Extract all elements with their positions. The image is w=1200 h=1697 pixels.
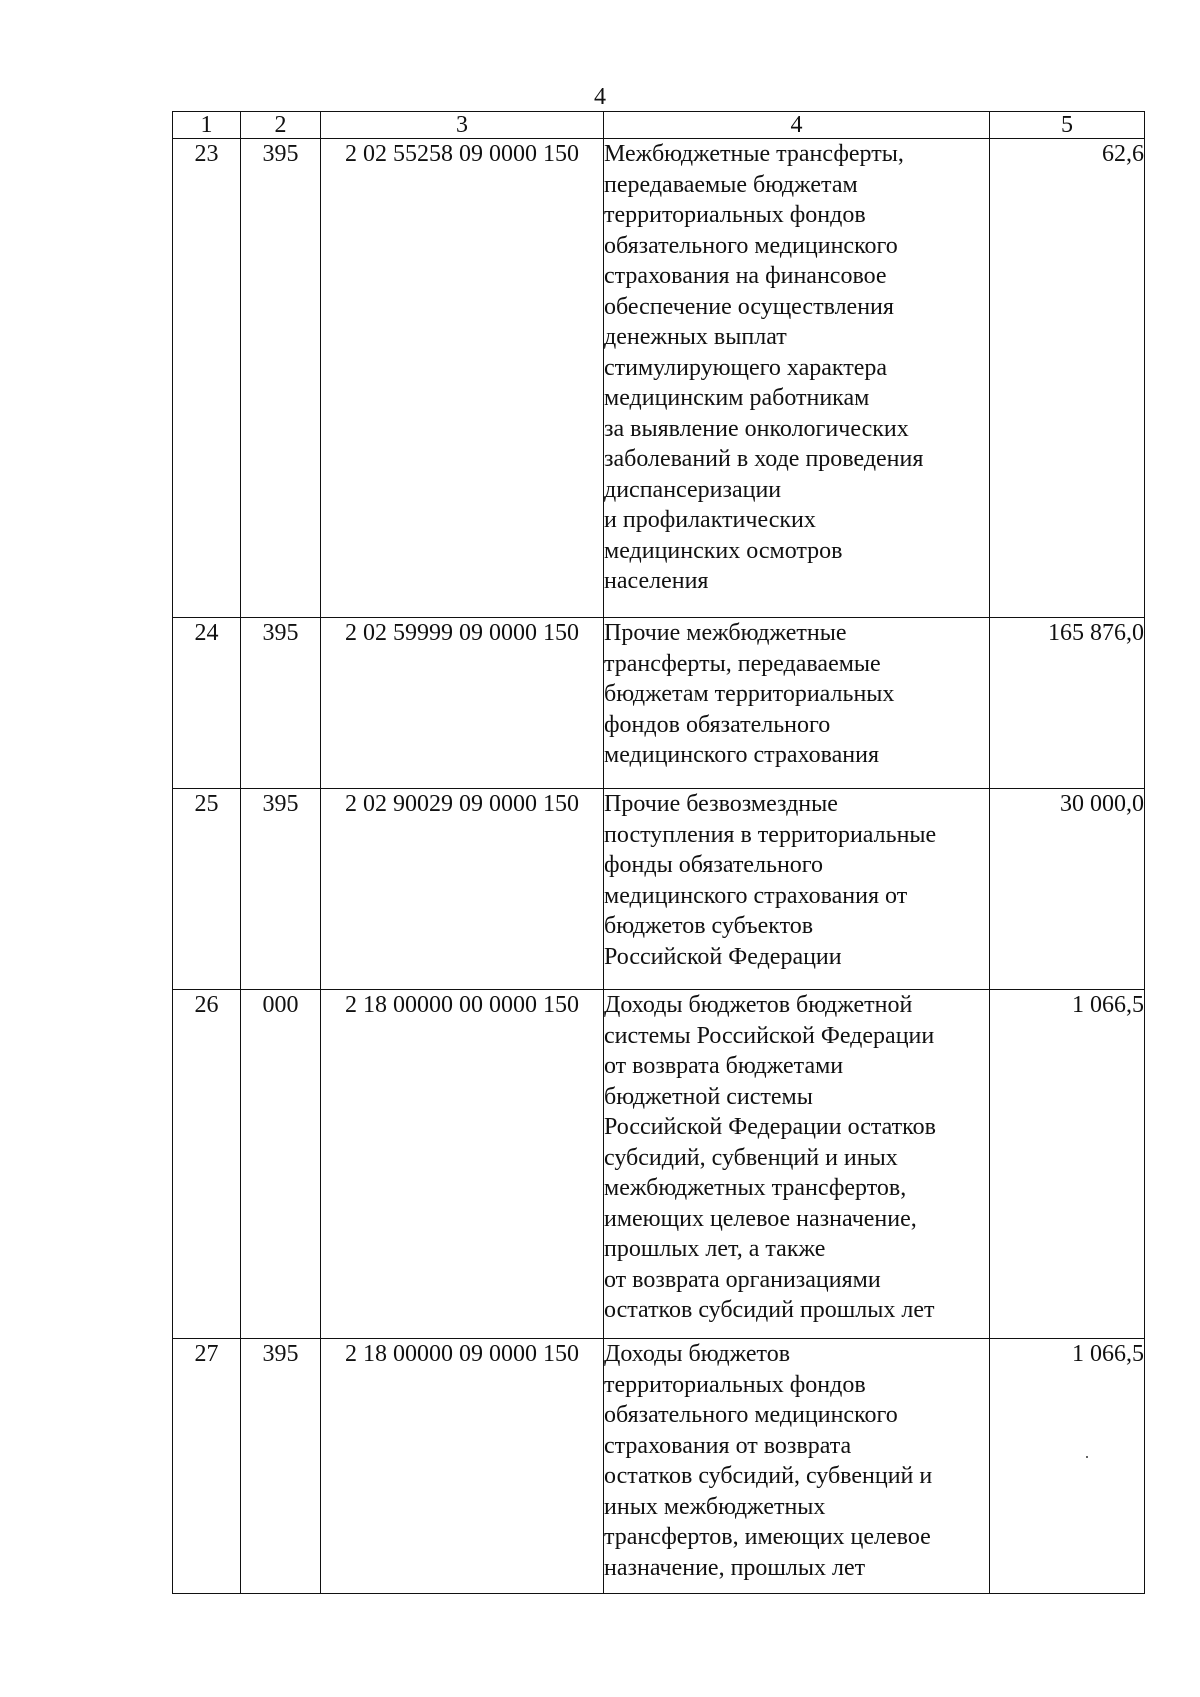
scan-speck (1086, 1456, 1088, 1458)
table-row (173, 1339, 1145, 1594)
row-number: 25 (173, 789, 241, 990)
description-line: передаваемые бюджетам (604, 171, 858, 198)
description-line: территориальных фондов (604, 1371, 866, 1398)
budget-classification-code: 2 18 00000 09 0000 150 (321, 1339, 604, 1594)
admin-code: 395 (241, 789, 321, 990)
description-line: диспансеризации (604, 476, 782, 503)
table-body (173, 139, 1145, 1594)
description-line: территориальных фондов (604, 202, 866, 228)
description-line: медицинским работникам (604, 385, 870, 411)
admin-code: 395 (241, 139, 321, 618)
header-col-2: 2 (241, 112, 321, 139)
amount-value: 62,6 (990, 139, 1145, 618)
table-row (173, 139, 1145, 618)
description-line: от возврата организациями (604, 1266, 881, 1293)
admin-code: 000 (241, 990, 321, 1339)
description-line: населения (604, 568, 709, 594)
table-row (173, 618, 1145, 789)
description-line: остатков субсидий прошлых лет (604, 1297, 935, 1323)
header-col-5: 5 (990, 112, 1145, 139)
table-header-row (173, 112, 1145, 139)
amount-value: 1 066,5 (990, 1339, 1145, 1594)
description-line: Прочие безвозмездные (604, 791, 838, 817)
description-line: фондов обязательного (604, 711, 831, 738)
description-line: трансферты, передаваемые (604, 650, 881, 677)
description-line: Прочие межбюджетные (604, 620, 847, 646)
description-line: прошлых лет, а также (604, 1236, 826, 1262)
header-col-4: 4 (604, 112, 990, 139)
revenue-description (604, 1339, 990, 1594)
revenue-description (604, 618, 990, 789)
row-number: 24 (173, 618, 241, 789)
row-number: 23 (173, 139, 241, 618)
description-line: денежных выплат (604, 324, 787, 350)
description-line: субсидий, субвенций и иных (604, 1144, 898, 1171)
revenue-description (604, 789, 990, 990)
description-line: остатков субсидий, субвенций и (604, 1463, 933, 1489)
description-line: Межбюджетные трансферты, (604, 141, 904, 167)
description-line: бюджетам территориальных (604, 681, 895, 707)
budget-classification-code: 2 02 55258 09 0000 150 (321, 139, 604, 618)
table-row (173, 789, 1145, 990)
description-line: Доходы бюджетов (604, 1341, 791, 1367)
description-line: бюджетной системы (604, 1083, 813, 1110)
description-line: медицинских осмотров (604, 537, 843, 564)
description-line: обязательного медицинского (604, 232, 898, 259)
revenue-table (172, 111, 1145, 1594)
revenue-description (604, 990, 990, 1339)
description-line: Доходы бюджетов бюджетной (604, 992, 913, 1018)
budget-classification-code: 2 02 59999 09 0000 150 (321, 618, 604, 789)
table-row (173, 990, 1145, 1339)
description-line: заболеваний в ходе проведения (604, 446, 924, 472)
description-line: бюджетов субъектов (604, 913, 814, 939)
description-line: имеющих целевое назначение, (604, 1205, 917, 1232)
page-number: 4 (594, 84, 606, 110)
description-line: страхования на финансовое (604, 263, 887, 289)
description-line: назначение, прошлых лет (604, 1554, 866, 1581)
description-line: обязательного медицинского (604, 1402, 898, 1428)
budget-classification-code: 2 02 90029 09 0000 150 (321, 789, 604, 990)
revenue-description (604, 139, 990, 618)
description-line: Российской Федерации остатков (604, 1114, 936, 1140)
description-line: за выявление онкологических (604, 415, 909, 442)
header-col-1: 1 (173, 112, 241, 139)
admin-code: 395 (241, 618, 321, 789)
budget-classification-code: 2 18 00000 00 0000 150 (321, 990, 604, 1339)
amount-value: 30 000,0 (990, 789, 1145, 990)
description-line: медицинского страхования от (604, 882, 908, 909)
amount-value: 1 066,5 (990, 990, 1145, 1339)
description-line: страхования от возврата (604, 1432, 852, 1459)
description-line: от возврата бюджетами (604, 1053, 844, 1079)
header-col-3: 3 (321, 112, 604, 139)
description-line: поступления в территориальные (604, 821, 937, 848)
description-line: трансфертов, имеющих целевое (604, 1524, 931, 1550)
description-line: межбюджетных трансфертов, (604, 1175, 907, 1201)
description-line: обеспечение осуществления (604, 293, 894, 320)
description-line: стимулирующего характера (604, 354, 888, 381)
description-line: и профилактических (604, 507, 816, 533)
admin-code: 395 (241, 1339, 321, 1594)
description-line: иных межбюджетных (604, 1493, 826, 1520)
description-line: фонды обязательного (604, 852, 824, 878)
row-number: 26 (173, 990, 241, 1339)
description-line: системы Российской Федерации (604, 1022, 935, 1049)
description-line: медицинского страхования (604, 742, 880, 768)
row-number: 27 (173, 1339, 241, 1594)
amount-value: 165 876,0 (990, 618, 1145, 789)
description-line: Российской Федерации (604, 943, 842, 970)
